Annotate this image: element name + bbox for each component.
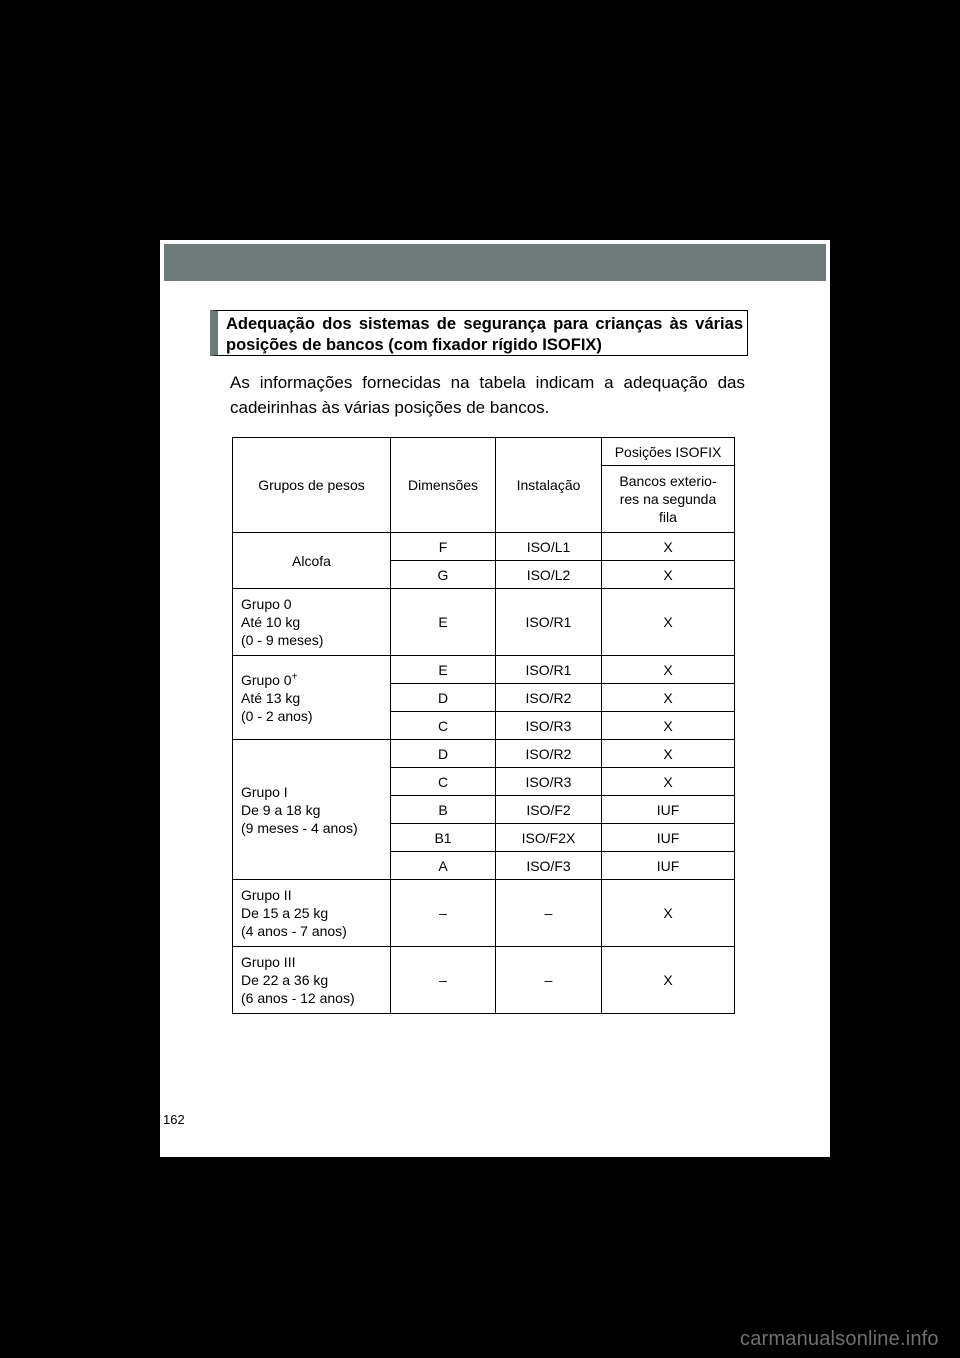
group-label-line: (0 - 2 anos) bbox=[241, 707, 313, 724]
heading-line-1: Adequação dos sistemas de segurança para crianças às várias bbox=[226, 315, 743, 333]
group-label-line: (4 anos - 7 anos) bbox=[241, 923, 347, 939]
watermark-text: carmanualsonline.info bbox=[740, 1328, 939, 1350]
header-outer-seats-line-1: Bancos exterio- bbox=[619, 473, 717, 489]
dimension-cell: G bbox=[391, 561, 496, 589]
group-label bbox=[233, 740, 391, 880]
group-label-line: Até 10 kg bbox=[241, 614, 301, 630]
group-label-line: Grupo III bbox=[241, 954, 296, 970]
group-label-line: Grupo II bbox=[241, 887, 292, 903]
manual-page bbox=[160, 240, 830, 1157]
group-label bbox=[233, 947, 391, 1014]
dimension-cell: D bbox=[391, 740, 496, 768]
suitability-cell: X bbox=[602, 880, 735, 947]
dimension-cell: C bbox=[391, 712, 496, 740]
installation-cell: ISO/L2 bbox=[496, 561, 602, 589]
group-label-line: Grupo I bbox=[241, 783, 288, 800]
installation-cell: – bbox=[496, 947, 602, 1014]
installation-cell: ISO/R2 bbox=[496, 684, 602, 712]
group-label bbox=[233, 880, 391, 947]
suitability-cell: X bbox=[602, 589, 735, 656]
suitability-cell: X bbox=[602, 533, 735, 561]
header-groups: Grupos de pesos bbox=[233, 438, 391, 533]
suitability-cell: X bbox=[602, 947, 735, 1014]
suitability-cell: X bbox=[602, 656, 735, 684]
intro-line-1: As informações fornecidas na tabela indicam a adequação das bbox=[230, 373, 745, 392]
group-label-line: Alcofa bbox=[292, 552, 331, 569]
suitability-cell: IUF bbox=[602, 824, 735, 852]
dimension-cell: E bbox=[391, 589, 496, 656]
superscript-plus: + bbox=[291, 670, 298, 682]
suitability-cell: X bbox=[602, 684, 735, 712]
installation-cell: ISO/F2X bbox=[496, 824, 602, 852]
dimension-cell: E bbox=[391, 656, 496, 684]
dimension-cell: C bbox=[391, 768, 496, 796]
group-label-line: De 15 a 25 kg bbox=[241, 905, 329, 921]
page-number: 162 bbox=[163, 1112, 185, 1127]
group-label-line: (0 - 9 meses) bbox=[241, 632, 324, 648]
suitability-cell: IUF bbox=[602, 852, 735, 880]
dimension-cell: – bbox=[391, 880, 496, 947]
intro-line-2: cadeirinhas às várias posições de bancos. bbox=[230, 398, 550, 417]
intro-text bbox=[230, 370, 745, 420]
group-label-line: Até 13 kg bbox=[241, 689, 301, 706]
header-outer-seats-line-2: res na segunda bbox=[619, 491, 717, 507]
section-heading bbox=[210, 310, 748, 356]
installation-cell: ISO/R3 bbox=[496, 768, 602, 796]
suitability-cell: X bbox=[602, 768, 735, 796]
isofix-suitability-table bbox=[232, 437, 735, 1014]
installation-cell: ISO/R1 bbox=[496, 656, 602, 684]
installation-cell: ISO/F3 bbox=[496, 852, 602, 880]
dimension-cell: F bbox=[391, 533, 496, 561]
suitability-cell: X bbox=[602, 712, 735, 740]
installation-cell: ISO/R1 bbox=[496, 589, 602, 656]
header-outer-seats bbox=[602, 466, 735, 533]
installation-cell: ISO/R3 bbox=[496, 712, 602, 740]
dimension-cell: – bbox=[391, 947, 496, 1014]
group-label-line: (9 meses - 4 anos) bbox=[241, 819, 358, 836]
header-band bbox=[164, 244, 826, 281]
installation-cell: ISO/F2 bbox=[496, 796, 602, 824]
group-label bbox=[233, 589, 391, 656]
group-label-line: Grupo 0 bbox=[241, 596, 292, 612]
group-label-line: De 9 a 18 kg bbox=[241, 801, 321, 818]
header-installation: Instalação bbox=[496, 438, 602, 533]
group-label bbox=[233, 656, 391, 740]
dimension-cell: D bbox=[391, 684, 496, 712]
group-label-line: Grupo 0 bbox=[241, 671, 292, 688]
dimension-cell: B bbox=[391, 796, 496, 824]
group-label-line: (6 anos - 12 anos) bbox=[241, 990, 355, 1006]
header-isofix-positions: Posições ISOFIX bbox=[602, 438, 735, 466]
dimension-cell: A bbox=[391, 852, 496, 880]
header-outer-seats-line-3: fila bbox=[659, 509, 677, 525]
suitability-cell: X bbox=[602, 740, 735, 768]
group-label-line: De 22 a 36 kg bbox=[241, 972, 329, 988]
suitability-cell: IUF bbox=[602, 796, 735, 824]
installation-cell: ISO/R2 bbox=[496, 740, 602, 768]
dimension-cell: B1 bbox=[391, 824, 496, 852]
header-dimensions: Dimensões bbox=[391, 438, 496, 533]
installation-cell: ISO/L1 bbox=[496, 533, 602, 561]
heading-line-2: posições de bancos (com fixador rígido ISOFIX) bbox=[226, 336, 602, 354]
installation-cell: – bbox=[496, 880, 602, 947]
suitability-cell: X bbox=[602, 561, 735, 589]
group-label bbox=[233, 533, 391, 589]
